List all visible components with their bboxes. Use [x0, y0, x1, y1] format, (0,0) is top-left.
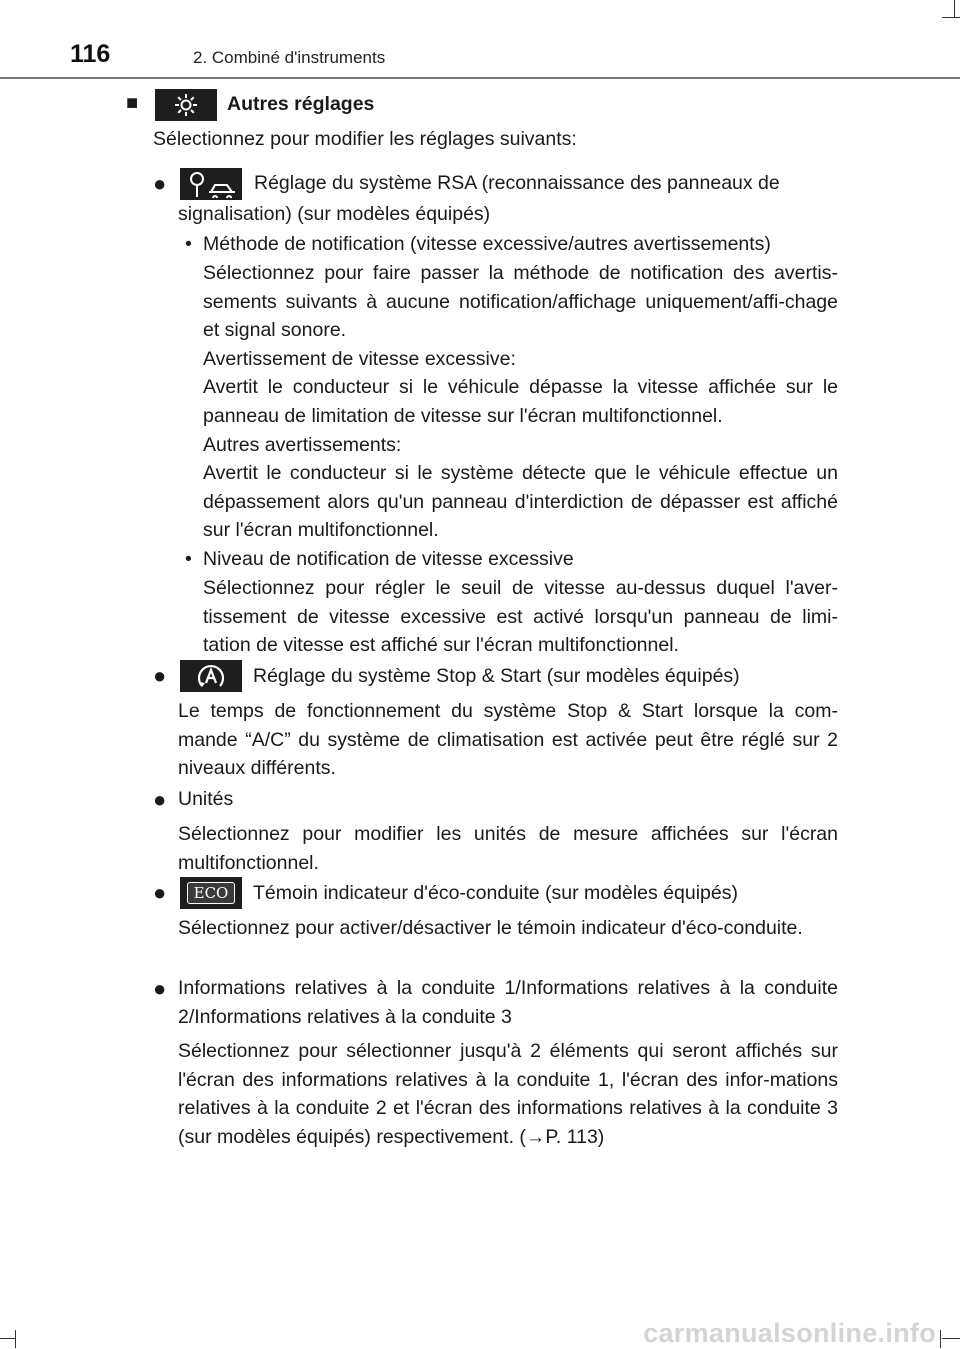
rsa-level-desc: Sélectionnez pour régler le seuil de vitesse au-dessus duquel l'aver-tissement de vitesse excessive est activé lorsqu'un panneau de limi-tation de vitesse est affiché sur l'écran multifonctionnel.	[203, 577, 838, 657]
dot-bullet: ●	[153, 171, 167, 196]
square-bullet: ■	[126, 92, 139, 114]
dot-bullet: ●	[153, 663, 167, 688]
rsa-method-title: Méthode de notification (vitesse excessive/autres avertissements)	[203, 233, 771, 255]
stop-start-a-icon	[180, 660, 242, 692]
eco-desc: Sélectionnez pour activer/désactiver le témoin indicateur d'éco-conduite.	[178, 917, 803, 939]
eco-heading: Témoin indicateur d'éco-conduite (sur modèles équipés)	[253, 882, 738, 904]
stop-start-heading: Réglage du système Stop & Start (sur modèles équipés)	[253, 665, 740, 687]
page-header	[0, 0, 960, 80]
rsa-heading-line1: Réglage du système RSA (reconnaissance des panneaux de	[254, 172, 780, 194]
crop-mark	[942, 17, 960, 18]
dot-bullet: ●	[153, 880, 167, 905]
other-settings-title: Autres réglages	[227, 93, 375, 115]
units-desc: Sélectionnez pour modifier les unités de mesure affichées sur l'écran multifonctionnel.	[178, 823, 838, 874]
watermark: carmanualsonline.info	[643, 1318, 936, 1348]
rsa-heading-line2: signalisation) (sur modèles équipés)	[178, 203, 491, 225]
rsa-other-label: Autres avertissements:	[203, 434, 402, 456]
sub-bullet: •	[185, 548, 192, 570]
eco-icon-label: ECO	[187, 882, 236, 904]
crop-mark	[954, 0, 955, 18]
crop-mark	[0, 1338, 16, 1339]
rsa-overspeed-label: Avertissement de vitesse excessive:	[203, 348, 516, 370]
crop-mark	[940, 1330, 941, 1348]
rsa-other-desc: Avertit le conducteur si le système détecte que le véhicule effectue un dépassement alors qu'un panneau d'interdiction de dépasser est affiché sur l'écran multifonctionnel.	[203, 462, 838, 542]
page-number: 116	[70, 40, 111, 68]
section-title: 2. Combiné d'instruments	[193, 48, 386, 67]
driving-info-desc: Sélectionnez pour sélectionner jusqu'à 2 éléments qui seront affichés sur l'écran des informations relatives à la conduite 1, l'écran des infor-mations relatives à la conduite 2 et l'écran des informations relatives à la conduite 3 (sur modèles équipés) respectivement. (→P. 113)	[178, 1040, 838, 1148]
other-settings-intro: Sélectionnez pour modifier les réglages suivants:	[153, 128, 577, 150]
rsa-road-sign-car-icon	[180, 168, 242, 200]
rsa-level-title: Niveau de notification de vitesse excessive	[203, 548, 574, 570]
sub-bullet: •	[185, 233, 192, 255]
rsa-method-desc: Sélectionnez pour faire passer la méthode de notification des avertis-sements suivants à aucune notification/affichage uniquement/affi-chage et signal sonore.	[203, 262, 838, 342]
header-rule	[0, 77, 960, 79]
crop-mark	[942, 1338, 960, 1339]
dot-bullet: ●	[153, 976, 167, 1001]
driving-info-heading: Informations relatives à la conduite 1/Informations relatives à la conduite 2/Informations relatives à la conduite 3	[178, 977, 838, 1028]
gear-icon	[155, 89, 217, 121]
eco-indicator-icon	[180, 877, 242, 909]
dot-bullet: ●	[153, 787, 167, 812]
rsa-overspeed-desc: Avertit le conducteur si le véhicule dépasse la vitesse affichée sur le panneau de limitation de vitesse sur l'écran multifonctionnel.	[203, 376, 838, 427]
units-heading: Unités	[178, 788, 234, 810]
crop-mark	[15, 1330, 16, 1348]
stop-start-desc: Le temps de fonctionnement du système Stop & Start lorsque la com-mande “A/C” du système de climatisation est activée peut être réglé sur 2 niveaux différents.	[178, 700, 838, 780]
